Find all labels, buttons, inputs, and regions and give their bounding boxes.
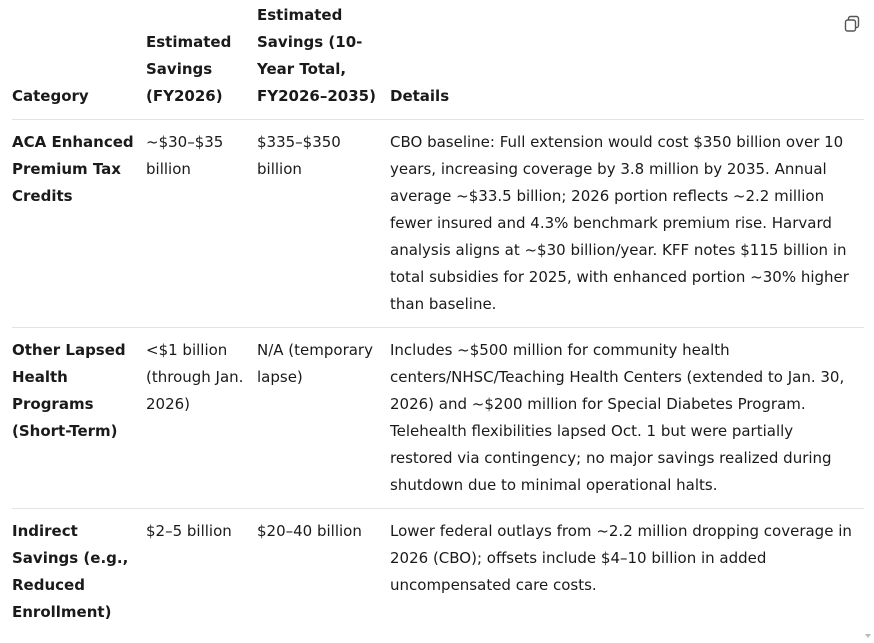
table-row (12, 509, 864, 636)
row-savings-10yr: $20–40 billion (257, 509, 390, 636)
row-savings-fy2026: $2–5 billion (146, 509, 257, 636)
row-savings-10yr: $335–$350 billion (257, 120, 390, 328)
header-category: Category (12, 87, 89, 105)
row-category: Indirect Savings (e.g., Reduced Enrollment) (12, 509, 146, 636)
row-category: ACA Enhanced Premium Tax Credits (12, 120, 146, 328)
savings-table-container (12, 0, 864, 635)
savings-table (12, 0, 864, 635)
row-details: CBO baseline: Full extension would cost $350 billion over 10 years, increasing coverage by 3.8 million by 2035. Annual average ~$33.5 billion; 2026 portion reflects ~2.2 million fewer insured and 4.3% benchmark premium rise. Harvard analysis aligns at ~$30 billion/year. KFF notes $115 billion in total subsidies for 2025, with enhanced portion ~30% higher than baseline. (390, 120, 864, 328)
row-details: Lower federal outlays from ~2.2 million dropping coverage in 2026 (CBO); offsets include $4–10 billion in added uncompensated care costs. (390, 509, 864, 636)
table-row (12, 120, 864, 328)
row-details: Includes ~$500 million for community health centers/NHSC/Teaching Health Centers (extended to Jan. 30, 2026) and ~$200 million for Special Diabetes Program. Telehealth flexibilities lapsed Oct. 1 but were partially restored via contingency; no major savings realized during shutdown due to minimal operational halts. (390, 328, 864, 509)
row-savings-fy2026: ~$30–$35 billion (146, 120, 257, 328)
header-savings-10yr: Estimated Savings (10- Year Total, FY2026–2035) (257, 6, 376, 105)
header-details: Details (390, 87, 450, 105)
table-row (12, 328, 864, 509)
row-savings-10yr: N/A (temporary lapse) (257, 328, 390, 509)
header-savings-fy2026: Estimated Savings (FY2026) (146, 33, 232, 105)
scroll-down-arrow-icon[interactable] (864, 625, 872, 631)
table-header (12, 0, 864, 120)
row-savings-fy2026: <$1 billion (through Jan. 2026) (146, 328, 257, 509)
table-body (12, 120, 864, 636)
header-row (12, 0, 864, 120)
row-category: Other Lapsed Health Programs (Short-Term) (12, 328, 146, 509)
